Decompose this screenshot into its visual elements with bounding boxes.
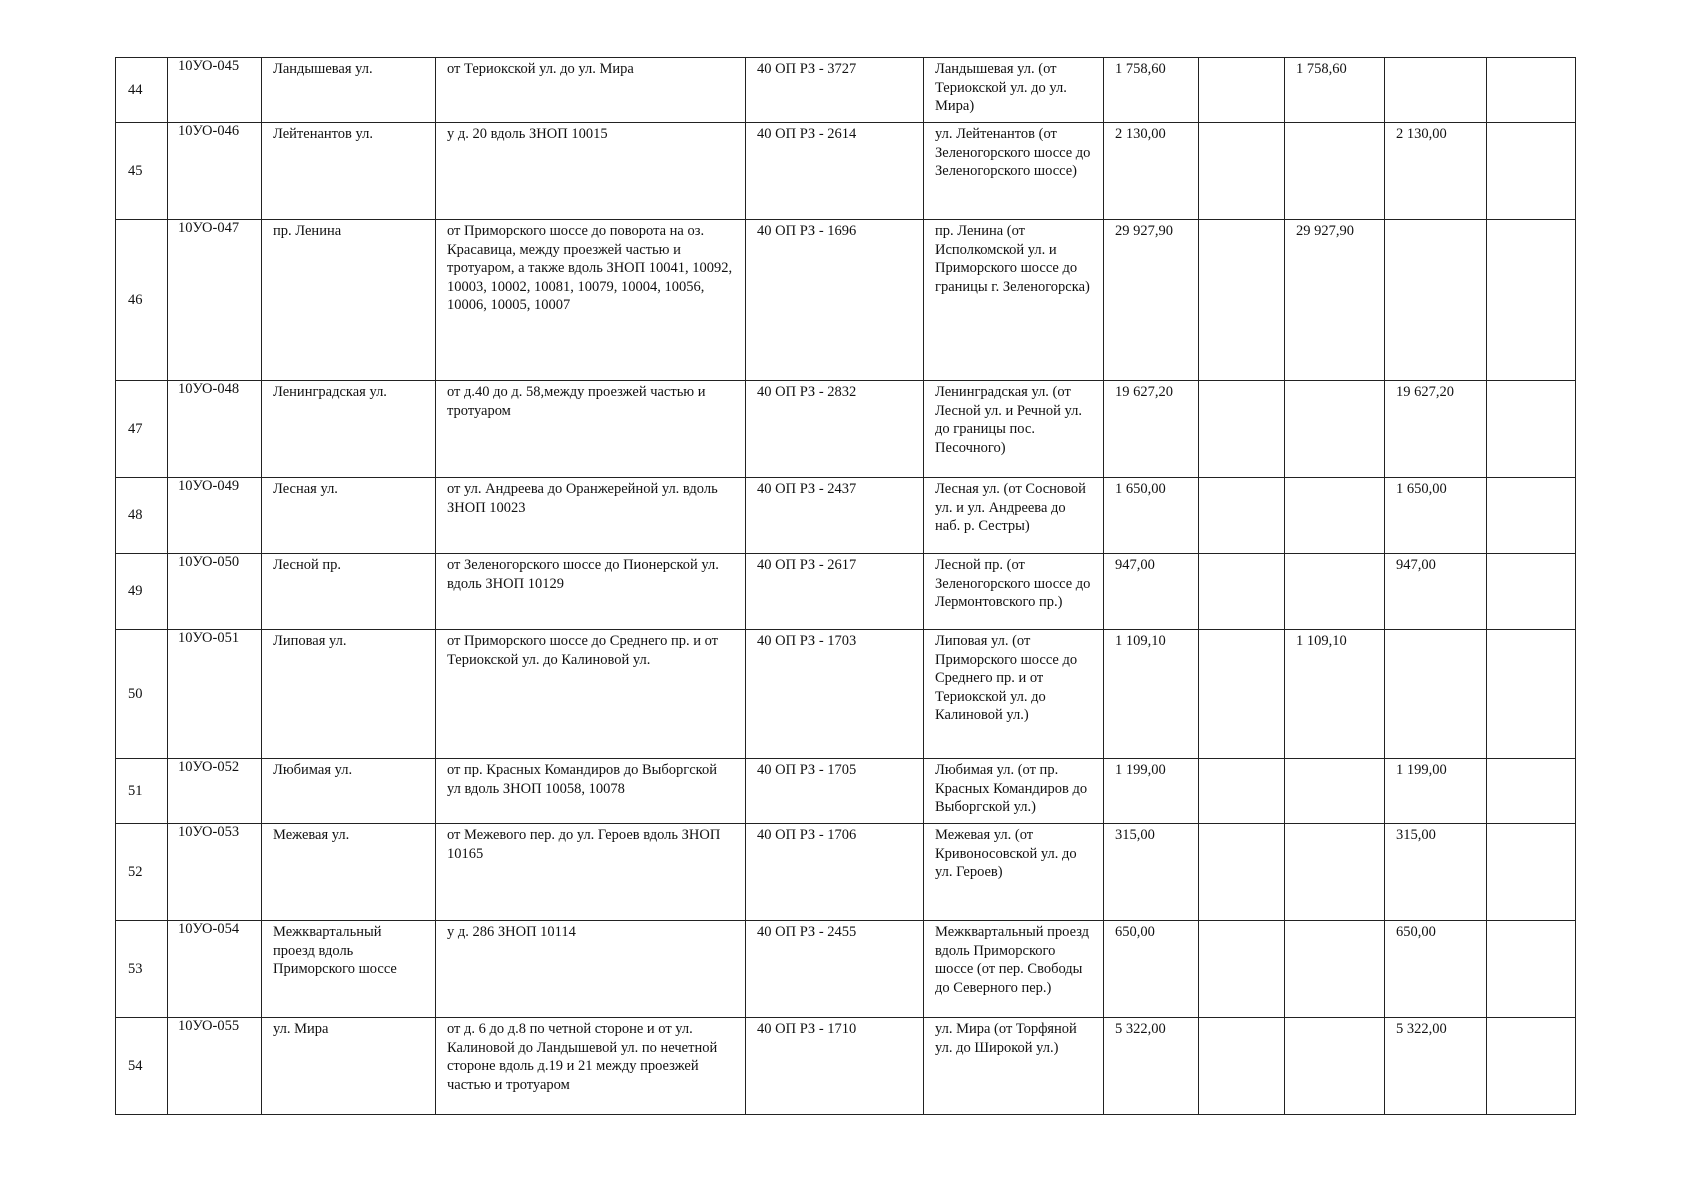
value-cell-d bbox=[1487, 381, 1576, 478]
value-cell-d bbox=[1487, 58, 1576, 123]
location-description-cell: от Териокской ул. до ул. Мира bbox=[436, 58, 746, 123]
value-cell-c: 1 199,00 bbox=[1385, 759, 1487, 824]
value-cell-b bbox=[1285, 921, 1385, 1018]
street-name-cell: ул. Мира bbox=[262, 1018, 436, 1115]
total-value-cell: 19 627,20 bbox=[1104, 381, 1199, 478]
value-cell-a bbox=[1199, 824, 1285, 921]
total-value-cell: 1 199,00 bbox=[1104, 759, 1199, 824]
table-row bbox=[116, 1018, 1576, 1115]
street-name-cell: Ландышевая ул. bbox=[262, 58, 436, 123]
value-cell-b bbox=[1285, 554, 1385, 630]
table-row bbox=[116, 478, 1576, 554]
value-cell-c: 5 322,00 bbox=[1385, 1018, 1487, 1115]
street-name-cell: пр. Ленина bbox=[262, 220, 436, 381]
row-number-cell: 44 bbox=[116, 58, 168, 123]
total-value-cell: 5 322,00 bbox=[1104, 1018, 1199, 1115]
row-number-cell: 53 bbox=[116, 921, 168, 1018]
object-code-cell: 10УО-051 bbox=[168, 630, 262, 759]
value-cell-b bbox=[1285, 381, 1385, 478]
value-cell-a bbox=[1199, 478, 1285, 554]
total-value-cell: 1 650,00 bbox=[1104, 478, 1199, 554]
value-cell-b bbox=[1285, 759, 1385, 824]
road-id-cell: 40 ОП РЗ - 2455 bbox=[746, 921, 924, 1018]
value-cell-c: 2 130,00 bbox=[1385, 123, 1487, 220]
value-cell-d bbox=[1487, 921, 1576, 1018]
road-name-cell: Межевая ул. (от Кривоносовской ул. до ул. Героев) bbox=[924, 824, 1104, 921]
row-number-cell: 50 bbox=[116, 630, 168, 759]
object-code-cell: 10УО-052 bbox=[168, 759, 262, 824]
value-cell-d bbox=[1487, 220, 1576, 381]
row-number-cell: 46 bbox=[116, 220, 168, 381]
road-name-cell: Лесной пр. (от Зеленогорского шоссе до Лермонтовского пр.) bbox=[924, 554, 1104, 630]
object-code-cell: 10УО-050 bbox=[168, 554, 262, 630]
road-id-cell: 40 ОП РЗ - 3727 bbox=[746, 58, 924, 123]
total-value-cell: 1 109,10 bbox=[1104, 630, 1199, 759]
street-name-cell: Любимая ул. bbox=[262, 759, 436, 824]
location-description-cell: у д. 20 вдоль ЗНОП 10015 bbox=[436, 123, 746, 220]
value-cell-c: 1 650,00 bbox=[1385, 478, 1487, 554]
location-description-cell: от д. 6 до д.8 по четной стороне и от ул. Калиновой до Ландышевой ул. по нечетной стороне вдоль д.19 и 21 между проезжей частью и тротуаром bbox=[436, 1018, 746, 1115]
value-cell-b: 1 109,10 bbox=[1285, 630, 1385, 759]
value-cell-d bbox=[1487, 630, 1576, 759]
object-code-cell: 10УО-046 bbox=[168, 123, 262, 220]
value-cell-c: 19 627,20 bbox=[1385, 381, 1487, 478]
value-cell-d bbox=[1487, 759, 1576, 824]
location-description-cell: от ул. Андреева до Оранжерейной ул. вдоль ЗНОП 10023 bbox=[436, 478, 746, 554]
value-cell-b bbox=[1285, 824, 1385, 921]
road-id-cell: 40 ОП РЗ - 2614 bbox=[746, 123, 924, 220]
road-name-cell: Лесная ул. (от Сосновой ул. и ул. Андреева до наб. р. Сестры) bbox=[924, 478, 1104, 554]
road-id-cell: 40 ОП РЗ - 2832 bbox=[746, 381, 924, 478]
value-cell-b bbox=[1285, 123, 1385, 220]
value-cell-a bbox=[1199, 554, 1285, 630]
value-cell-d bbox=[1487, 554, 1576, 630]
street-name-cell: Лесная ул. bbox=[262, 478, 436, 554]
value-cell-b: 1 758,60 bbox=[1285, 58, 1385, 123]
road-name-cell: Липовая ул. (от Приморского шоссе до Среднего пр. и от Териокской ул. до Калиновой ул.) bbox=[924, 630, 1104, 759]
road-name-cell: Межквартальный проезд вдоль Приморского шоссе (от пер. Свободы до Северного пер.) bbox=[924, 921, 1104, 1018]
value-cell-b bbox=[1285, 1018, 1385, 1115]
object-code-cell: 10УО-045 bbox=[168, 58, 262, 123]
object-code-cell: 10УО-055 bbox=[168, 1018, 262, 1115]
document-page bbox=[115, 57, 1576, 1115]
table-row bbox=[116, 759, 1576, 824]
street-name-cell: Межквартальный проезд вдоль Приморского шоссе bbox=[262, 921, 436, 1018]
total-value-cell: 1 758,60 bbox=[1104, 58, 1199, 123]
value-cell-a bbox=[1199, 220, 1285, 381]
road-name-cell: пр. Ленина (от Исполкомской ул. и Приморского шоссе до границы г. Зеленогорска) bbox=[924, 220, 1104, 381]
row-number-cell: 45 bbox=[116, 123, 168, 220]
road-id-cell: 40 ОП РЗ - 1705 bbox=[746, 759, 924, 824]
value-cell-c: 947,00 bbox=[1385, 554, 1487, 630]
value-cell-d bbox=[1487, 1018, 1576, 1115]
value-cell-c: 650,00 bbox=[1385, 921, 1487, 1018]
roads-table bbox=[115, 57, 1576, 1115]
road-id-cell: 40 ОП РЗ - 2617 bbox=[746, 554, 924, 630]
value-cell-c: 315,00 bbox=[1385, 824, 1487, 921]
row-number-cell: 49 bbox=[116, 554, 168, 630]
road-name-cell: Ленинградская ул. (от Лесной ул. и Речной ул. до границы пос. Песочного) bbox=[924, 381, 1104, 478]
value-cell-c bbox=[1385, 58, 1487, 123]
value-cell-a bbox=[1199, 630, 1285, 759]
location-description-cell: от Зеленогорского шоссе до Пионерской ул. вдоль ЗНОП 10129 bbox=[436, 554, 746, 630]
value-cell-d bbox=[1487, 123, 1576, 220]
road-name-cell: ул. Лейтенантов (от Зеленогорского шоссе до Зеленогорского шоссе) bbox=[924, 123, 1104, 220]
value-cell-d bbox=[1487, 478, 1576, 554]
total-value-cell: 2 130,00 bbox=[1104, 123, 1199, 220]
road-name-cell: Любимая ул. (от пр. Красных Командиров до Выборгской ул.) bbox=[924, 759, 1104, 824]
table-row bbox=[116, 220, 1576, 381]
table-row bbox=[116, 824, 1576, 921]
value-cell-b bbox=[1285, 478, 1385, 554]
table-row bbox=[116, 58, 1576, 123]
total-value-cell: 29 927,90 bbox=[1104, 220, 1199, 381]
table-body bbox=[116, 58, 1576, 1115]
total-value-cell: 650,00 bbox=[1104, 921, 1199, 1018]
object-code-cell: 10УО-049 bbox=[168, 478, 262, 554]
street-name-cell: Липовая ул. bbox=[262, 630, 436, 759]
value-cell-a bbox=[1199, 921, 1285, 1018]
table-row bbox=[116, 123, 1576, 220]
total-value-cell: 315,00 bbox=[1104, 824, 1199, 921]
street-name-cell: Ленинградская ул. bbox=[262, 381, 436, 478]
location-description-cell: от д.40 до д. 58,между проезжей частью и тротуаром bbox=[436, 381, 746, 478]
value-cell-a bbox=[1199, 58, 1285, 123]
value-cell-a bbox=[1199, 381, 1285, 478]
value-cell-b: 29 927,90 bbox=[1285, 220, 1385, 381]
road-id-cell: 40 ОП РЗ - 1710 bbox=[746, 1018, 924, 1115]
location-description-cell: у д. 286 ЗНОП 10114 bbox=[436, 921, 746, 1018]
location-description-cell: от Приморского шоссе до поворота на оз. Красавица, между проезжей частью и тротуаром, а также вдоль ЗНОП 10041, 10092, 10003, 10002, 10081, 10079, 10004, 10056, 10006, 10005, 10007 bbox=[436, 220, 746, 381]
street-name-cell: Межевая ул. bbox=[262, 824, 436, 921]
total-value-cell: 947,00 bbox=[1104, 554, 1199, 630]
value-cell-c bbox=[1385, 630, 1487, 759]
table-row bbox=[116, 630, 1576, 759]
road-id-cell: 40 ОП РЗ - 1706 bbox=[746, 824, 924, 921]
row-number-cell: 47 bbox=[116, 381, 168, 478]
location-description-cell: от пр. Красных Командиров до Выборгской ул вдоль ЗНОП 10058, 10078 bbox=[436, 759, 746, 824]
value-cell-a bbox=[1199, 1018, 1285, 1115]
row-number-cell: 54 bbox=[116, 1018, 168, 1115]
road-name-cell: Ландышевая ул. (от Териокской ул. до ул. Мира) bbox=[924, 58, 1104, 123]
street-name-cell: Лейтенантов ул. bbox=[262, 123, 436, 220]
value-cell-a bbox=[1199, 759, 1285, 824]
table-row bbox=[116, 381, 1576, 478]
value-cell-a bbox=[1199, 123, 1285, 220]
road-name-cell: ул. Мира (от Торфяной ул. до Широкой ул.) bbox=[924, 1018, 1104, 1115]
table-row bbox=[116, 554, 1576, 630]
row-number-cell: 48 bbox=[116, 478, 168, 554]
row-number-cell: 51 bbox=[116, 759, 168, 824]
location-description-cell: от Приморского шоссе до Среднего пр. и от Териокской ул. до Калиновой ул. bbox=[436, 630, 746, 759]
value-cell-c bbox=[1385, 220, 1487, 381]
value-cell-d bbox=[1487, 824, 1576, 921]
road-id-cell: 40 ОП РЗ - 1696 bbox=[746, 220, 924, 381]
object-code-cell: 10УО-047 bbox=[168, 220, 262, 381]
object-code-cell: 10УО-053 bbox=[168, 824, 262, 921]
road-id-cell: 40 ОП РЗ - 1703 bbox=[746, 630, 924, 759]
street-name-cell: Лесной пр. bbox=[262, 554, 436, 630]
road-id-cell: 40 ОП РЗ - 2437 bbox=[746, 478, 924, 554]
location-description-cell: от Межевого пер. до ул. Героев вдоль ЗНОП 10165 bbox=[436, 824, 746, 921]
table-row bbox=[116, 921, 1576, 1018]
row-number-cell: 52 bbox=[116, 824, 168, 921]
object-code-cell: 10УО-048 bbox=[168, 381, 262, 478]
object-code-cell: 10УО-054 bbox=[168, 921, 262, 1018]
